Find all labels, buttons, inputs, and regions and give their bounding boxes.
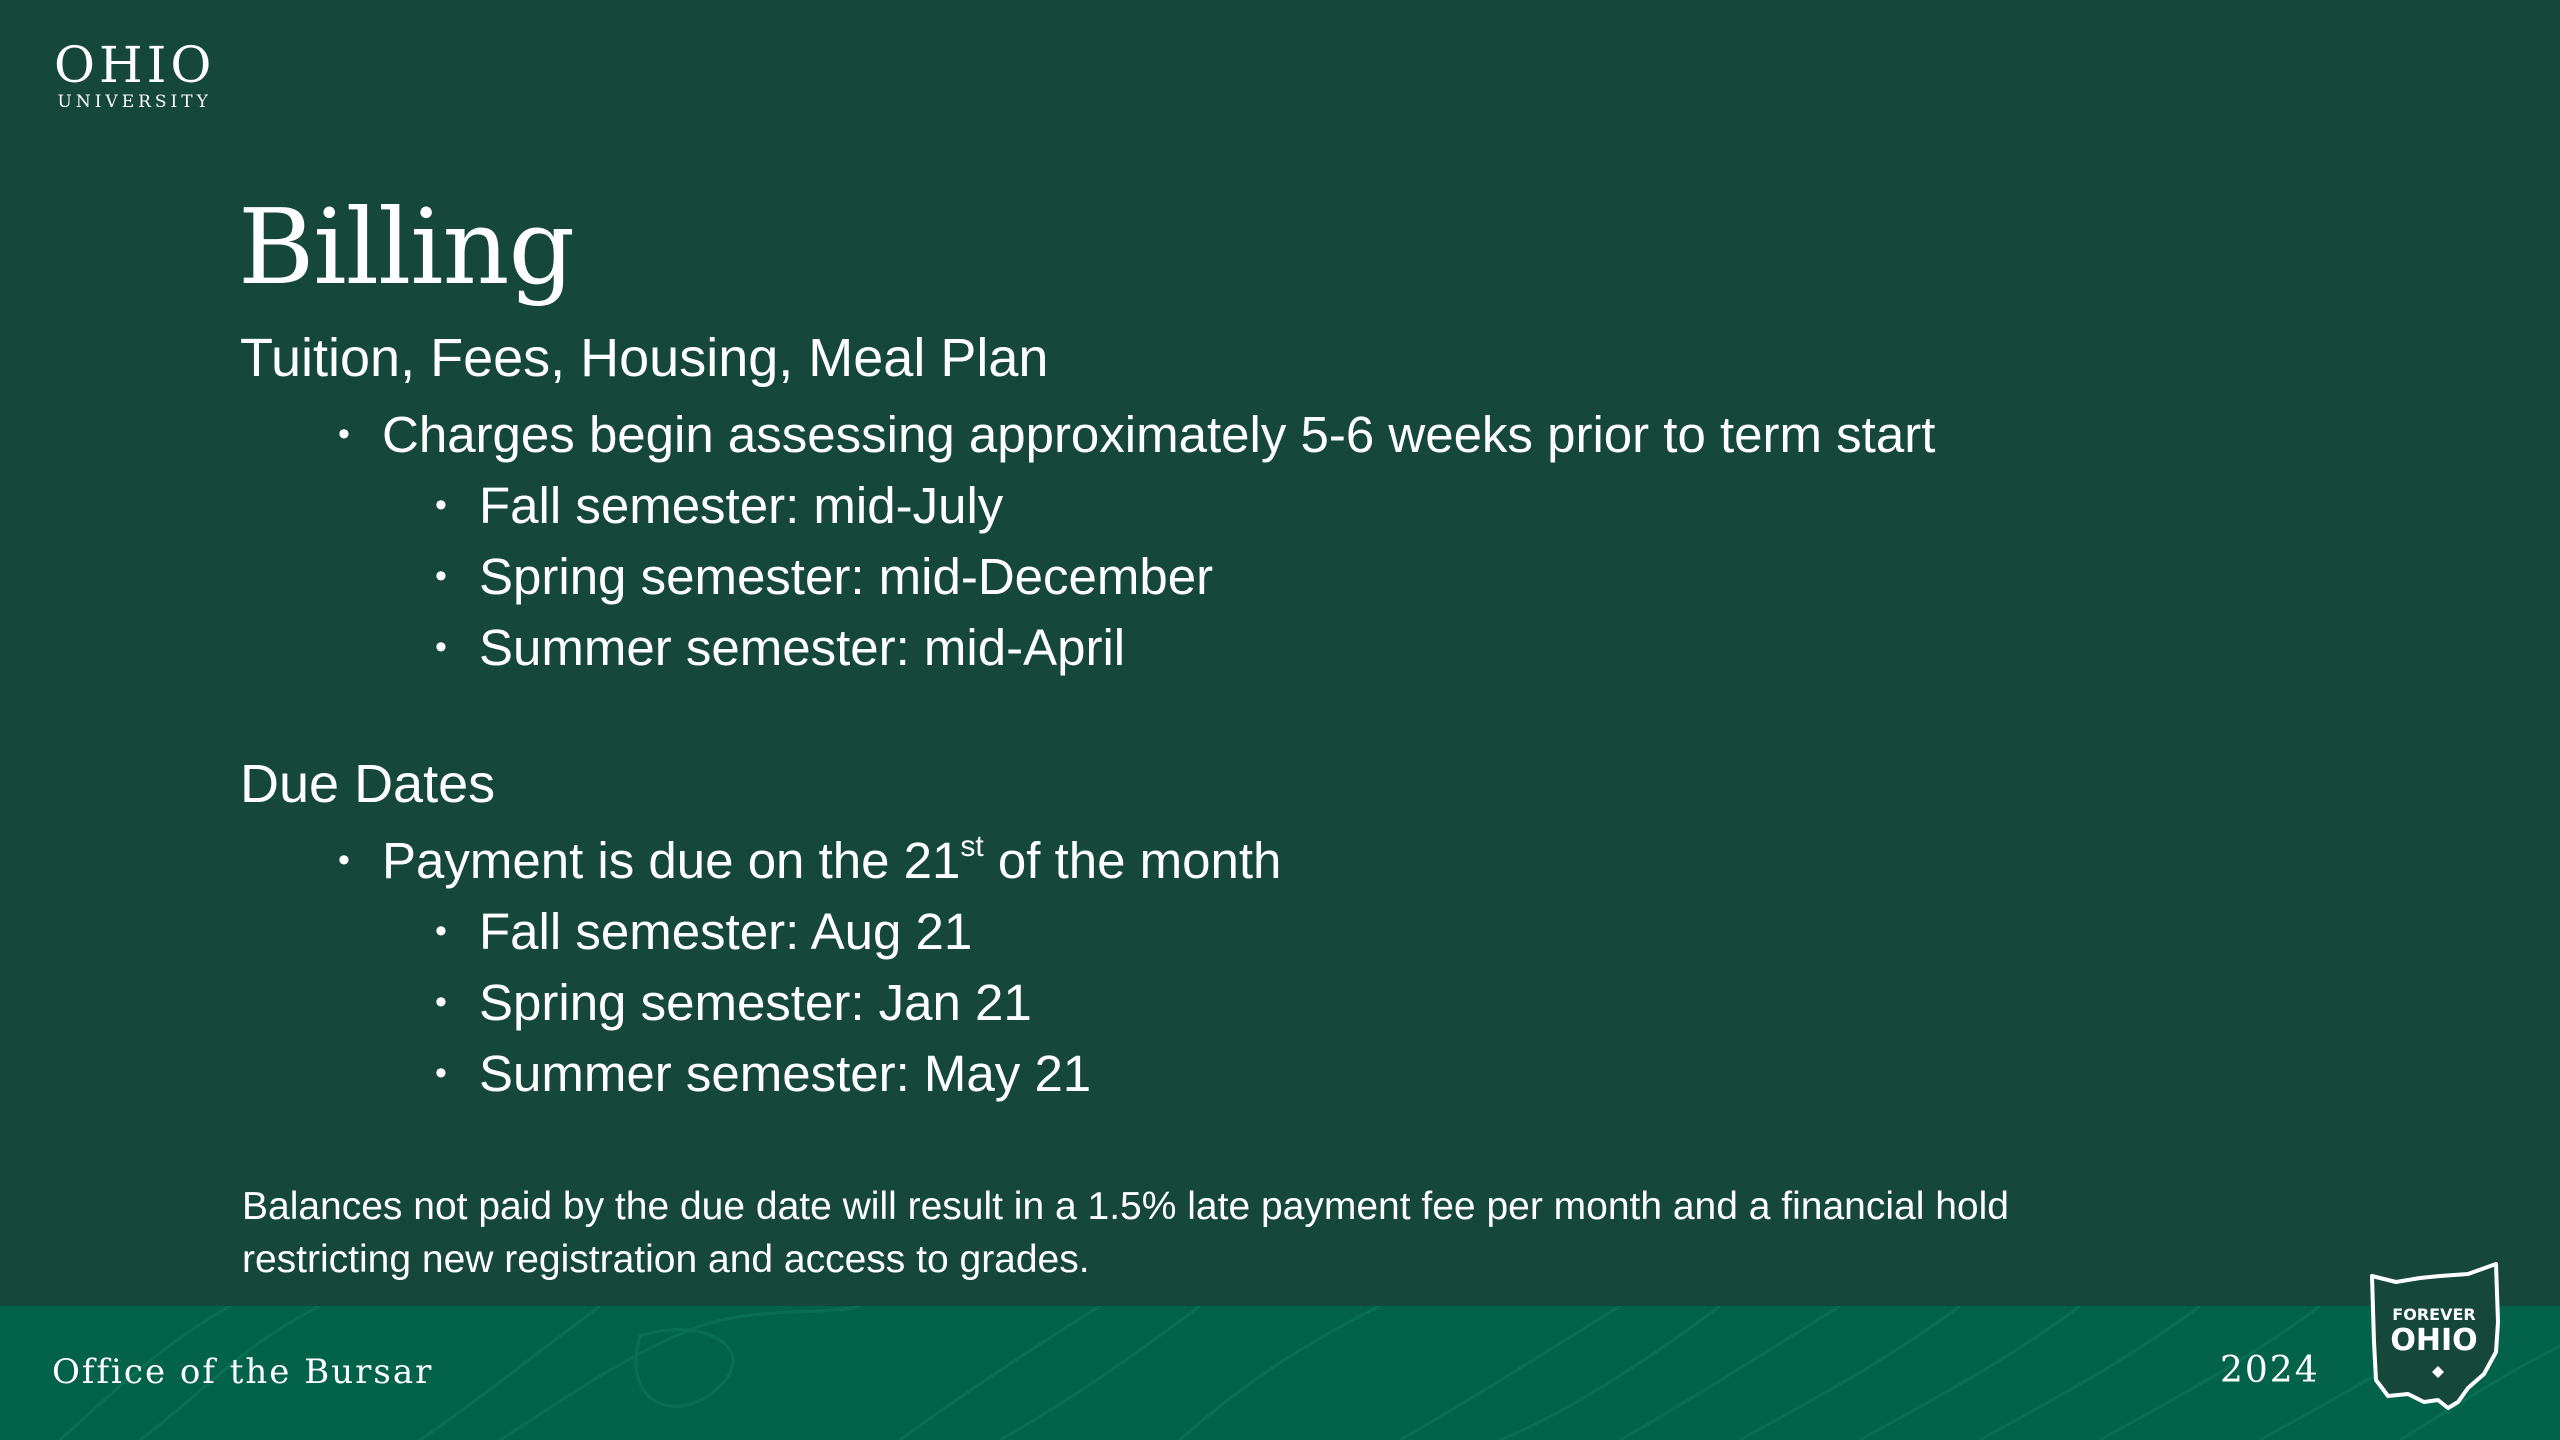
slide-title: Billing [238,186,575,308]
list-item: • Spring semester: mid-December [479,541,1213,612]
ordinal-suffix: st [960,830,984,863]
list-item: • Summer semester: mid-April [479,612,1213,683]
payment-text-suffix: of the month [983,832,1282,889]
office-label: Office of the Bursar [52,1352,434,1392]
logo-main-text: OHIO [54,36,216,94]
list-item: • Fall semester: mid-July [479,470,1213,541]
late-fee-note: Balances not paid by the due date will result in a 1.5% late payment fee per month and a financial hold restricting new registration and access to grades. [242,1185,2009,1281]
tuition-subitem-list [479,470,1213,683]
payment-text-prefix: Payment is due on the 21 [382,832,961,889]
list-item: • Charges begin assessing approximately 5-6 weeks prior to term start [382,399,1935,470]
tuition-bullet-list [382,399,1935,470]
list-item [382,825,1281,904]
due-dates-bullet-list [382,825,1281,904]
ohio-university-logo [54,36,216,112]
footer-band [0,1306,2560,1440]
badge-line-2: OHIO [2390,1323,2478,1358]
list-item: • Fall semester: Aug 21 [479,896,1091,967]
section-heading-tuition: Tuition, Fees, Housing, Meal Plan [240,328,1049,388]
list-item: • Summer semester: May 21 [479,1038,1091,1109]
list-item: • Spring semester: Jan 21 [479,967,1091,1038]
forever-ohio-badge-icon [2368,1262,2504,1412]
badge-line-1: FOREVER [2392,1305,2476,1324]
year-label: 2024 [2220,1350,2320,1391]
due-dates-subitem-list [479,896,1091,1109]
section-heading-due-dates: Due Dates [240,754,496,814]
logo-sub-text: UNIVERSITY [57,92,212,112]
